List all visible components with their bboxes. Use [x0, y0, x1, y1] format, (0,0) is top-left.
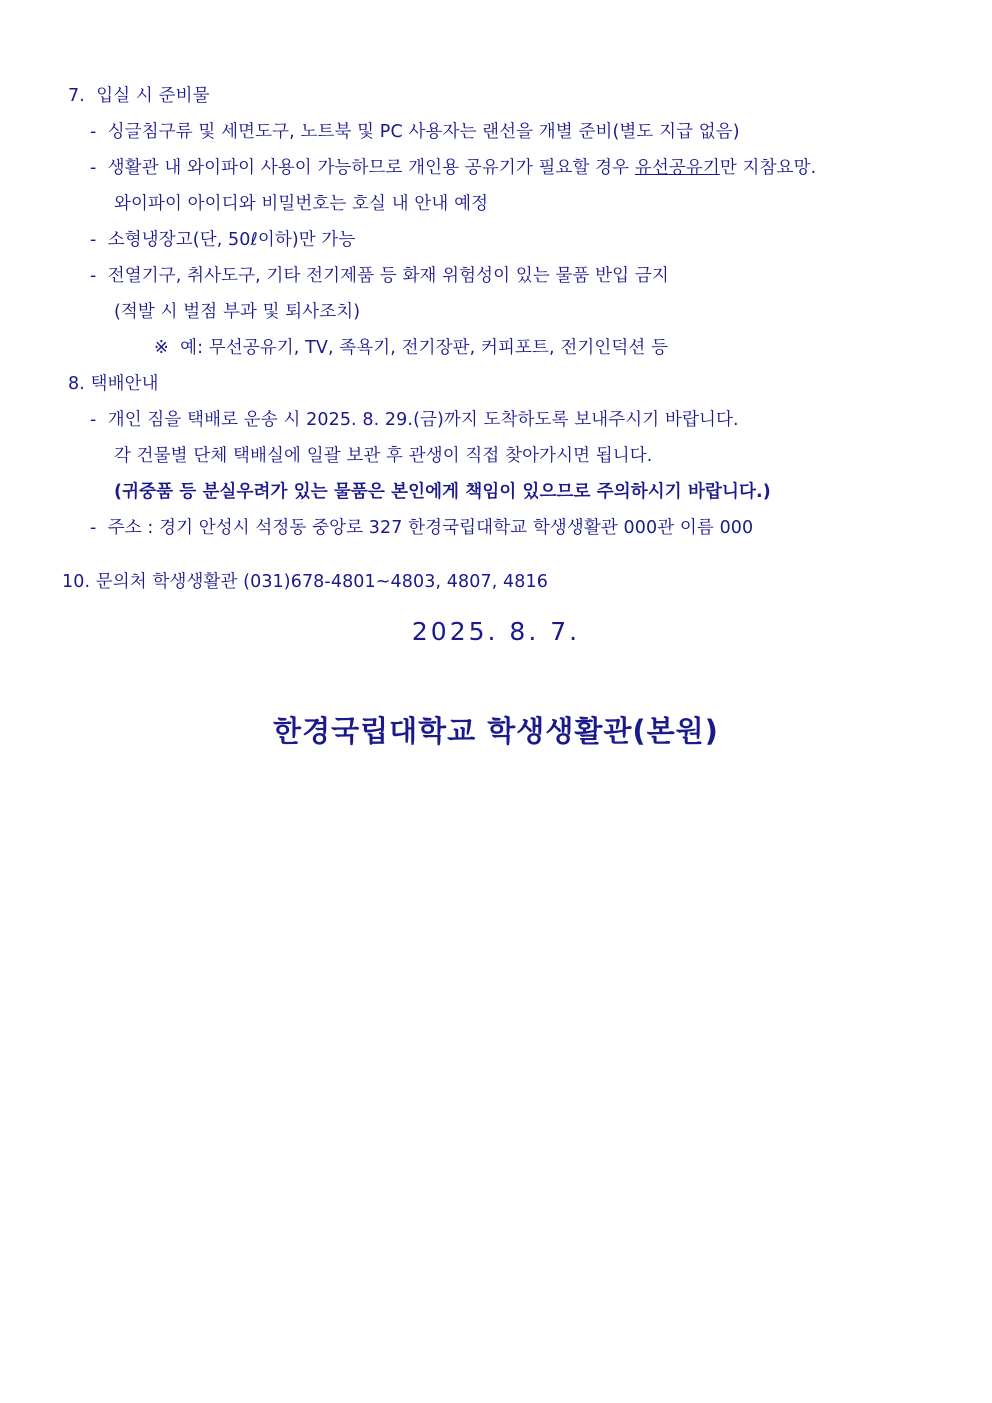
section-7-item-2 — [62, 150, 942, 186]
reference-mark-icon: ※ — [154, 338, 169, 358]
section-8-item-1-cont-text: 각 건물별 단체 택배실에 일괄 보관 후 관생이 직접 찾아가시면 됩니다. — [114, 446, 653, 466]
section-8-title: 택배안내 — [90, 374, 159, 394]
dash-marker-icon: - — [90, 158, 97, 178]
section-7-item-4-text: 전열기구, 취사도구, 기타 전기제품 등 화재 위험성이 있는 물품 반입 금지 — [107, 266, 669, 286]
dash-marker-icon: - — [90, 122, 97, 142]
section-7-item-2-underline: 유선공유기 — [634, 158, 720, 178]
dash-marker-icon: - — [90, 518, 97, 538]
section-8-item-address — [62, 510, 942, 546]
section-8-item-1-cont — [62, 438, 942, 474]
dash-marker-icon: - — [90, 410, 97, 430]
spacer — [62, 546, 942, 564]
section-7-number: 7. — [68, 86, 85, 106]
section-7-heading — [62, 78, 942, 114]
section-7-item-2-text-post: 만 지참요망. — [719, 158, 817, 178]
section-7-item-1 — [62, 114, 942, 150]
section-7-item-2-text-pre: 생활관 내 와이파이 사용이 가능하므로 개인용 공유기가 필요할 경우 — [107, 158, 635, 178]
section-7-item-4 — [62, 258, 942, 294]
section-7-note-text: 예: 무선공유기, TV, 족욕기, 전기장판, 커피포트, 전기인덕션 등 — [180, 338, 669, 358]
dash-marker-icon: - — [90, 266, 97, 286]
dash-marker-icon: - — [90, 230, 97, 250]
document-body — [62, 78, 942, 600]
section-8-heading — [62, 366, 942, 402]
section-7-title: 입실 시 준비물 — [96, 86, 210, 106]
section-7-note — [62, 330, 942, 366]
section-7-item-3-text: 소형냉장고(단, 50ℓ이하)만 가능 — [107, 230, 356, 250]
section-7-item-3 — [62, 222, 942, 258]
section-8-address-text: 주소 : 경기 안성시 석정동 중앙로 327 한경국립대학교 학생생활관 000관 이름 000 — [107, 518, 754, 538]
section-8-item-1-text: 개인 짐을 택배로 운송 시 2025. 8. 29.(금)까지 도착하도록 보내주시기 바랍니다. — [107, 410, 739, 430]
section-7-item-4-cont — [62, 294, 942, 330]
signature-block — [0, 612, 992, 752]
signature-organization: 한경국립대학교 학생생활관(본원) — [273, 714, 719, 748]
section-7-item-1-text: 싱글침구류 및 세면도구, 노트북 및 PC 사용자는 랜선을 개별 준비(별도 지급 없음) — [107, 122, 740, 142]
section-7-item-4-cont-text: (적발 시 벌점 부과 및 퇴사조치) — [114, 302, 361, 322]
section-7-item-2-cont — [62, 186, 942, 222]
section-8-number: 8. — [68, 374, 85, 394]
signature-date: 2025. 8. 7. — [411, 617, 581, 646]
section-8-warning — [62, 474, 942, 510]
section-7-item-2-cont-text: 와이파이 아이디와 비밀번호는 호실 내 안내 예정 — [114, 194, 489, 214]
contact-line: 10. 문의처 학생생활관 (031)678-4801~4803, 4807, 4816 — [62, 572, 548, 592]
section-8-warning-text: (귀중품 등 분실우려가 있는 물품은 본인에게 책임이 있으므로 주의하시기 바랍니다.) — [114, 482, 771, 502]
section-8-item-1 — [62, 402, 942, 438]
